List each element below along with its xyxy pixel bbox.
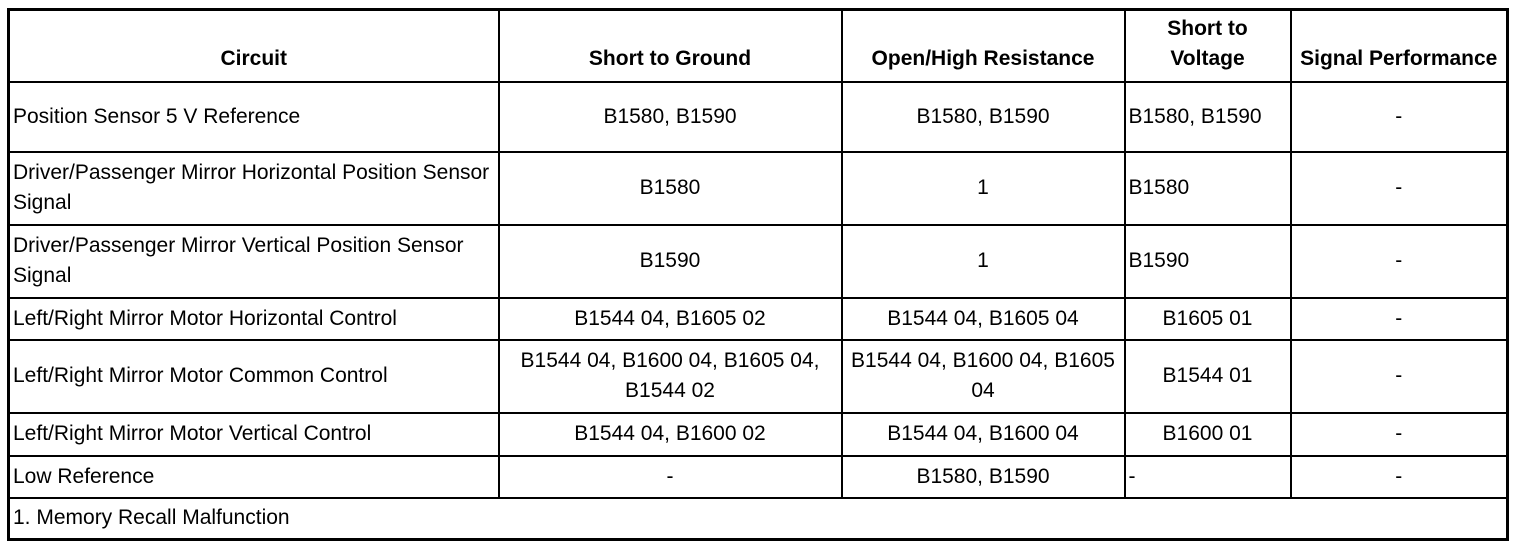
header-open-high-resistance: Open/High Resistance — [842, 10, 1125, 82]
table-row — [9, 298, 1508, 340]
header-row — [9, 10, 1508, 82]
table-row — [9, 82, 1508, 152]
cell-circuit: Driver/Passenger Mirror Horizontal Position Sensor Signal — [9, 152, 499, 225]
cell-circuit: Left/Right Mirror Motor Horizontal Control — [9, 298, 499, 340]
cell-signal-performance: - — [1291, 413, 1508, 456]
cell-open-high-resistance: B1580, B1590 — [842, 456, 1125, 498]
table-row — [9, 225, 1508, 298]
cell-short-to-voltage: B1580 — [1125, 152, 1291, 225]
cell-short-to-voltage: B1600 01 — [1125, 413, 1291, 456]
cell-short-to-ground: - — [499, 456, 842, 498]
cell-short-to-ground: B1590 — [499, 225, 842, 298]
cell-signal-performance: - — [1291, 225, 1508, 298]
cell-circuit: Low Reference — [9, 456, 499, 498]
footnote: 1. Memory Recall Malfunction — [9, 498, 1508, 540]
cell-short-to-voltage: B1590 — [1125, 225, 1291, 298]
cell-circuit: Left/Right Mirror Motor Vertical Control — [9, 413, 499, 456]
table-row — [9, 340, 1508, 413]
cell-short-to-ground: B1544 04, B1605 02 — [499, 298, 842, 340]
cell-signal-performance: - — [1291, 82, 1508, 152]
cell-signal-performance: - — [1291, 152, 1508, 225]
cell-open-high-resistance: B1580, B1590 — [842, 82, 1125, 152]
cell-circuit: Driver/Passenger Mirror Vertical Position Sensor Signal — [9, 225, 499, 298]
table-row — [9, 152, 1508, 225]
cell-short-to-voltage: B1544 01 — [1125, 340, 1291, 413]
footnote-row — [9, 498, 1508, 540]
cell-short-to-voltage: - — [1125, 456, 1291, 498]
header-short-to-ground: Short to Ground — [499, 10, 842, 82]
cell-signal-performance: - — [1291, 456, 1508, 498]
header-signal-performance: Signal Performance — [1291, 10, 1508, 82]
cell-signal-performance: - — [1291, 298, 1508, 340]
header-circuit: Circuit — [9, 10, 499, 82]
cell-short-to-ground: B1580, B1590 — [499, 82, 842, 152]
cell-short-to-voltage: B1605 01 — [1125, 298, 1291, 340]
cell-short-to-voltage: B1580, B1590 — [1125, 82, 1291, 152]
diagnostic-table — [7, 8, 1509, 541]
cell-signal-performance: - — [1291, 340, 1508, 413]
cell-short-to-ground: B1544 04, B1600 04, B1605 04, B1544 02 — [499, 340, 842, 413]
cell-open-high-resistance: 1 — [842, 152, 1125, 225]
cell-open-high-resistance: B1544 04, B1600 04 — [842, 413, 1125, 456]
cell-circuit: Left/Right Mirror Motor Common Control — [9, 340, 499, 413]
header-short-to-voltage: Short to Voltage — [1125, 10, 1291, 82]
table-row — [9, 456, 1508, 498]
cell-short-to-ground: B1580 — [499, 152, 842, 225]
cell-open-high-resistance: B1544 04, B1605 04 — [842, 298, 1125, 340]
cell-short-to-ground: B1544 04, B1600 02 — [499, 413, 842, 456]
cell-open-high-resistance: 1 — [842, 225, 1125, 298]
table-row — [9, 413, 1508, 456]
cell-circuit: Position Sensor 5 V Reference — [9, 82, 499, 152]
cell-open-high-resistance: B1544 04, B1600 04, B1605 04 — [842, 340, 1125, 413]
